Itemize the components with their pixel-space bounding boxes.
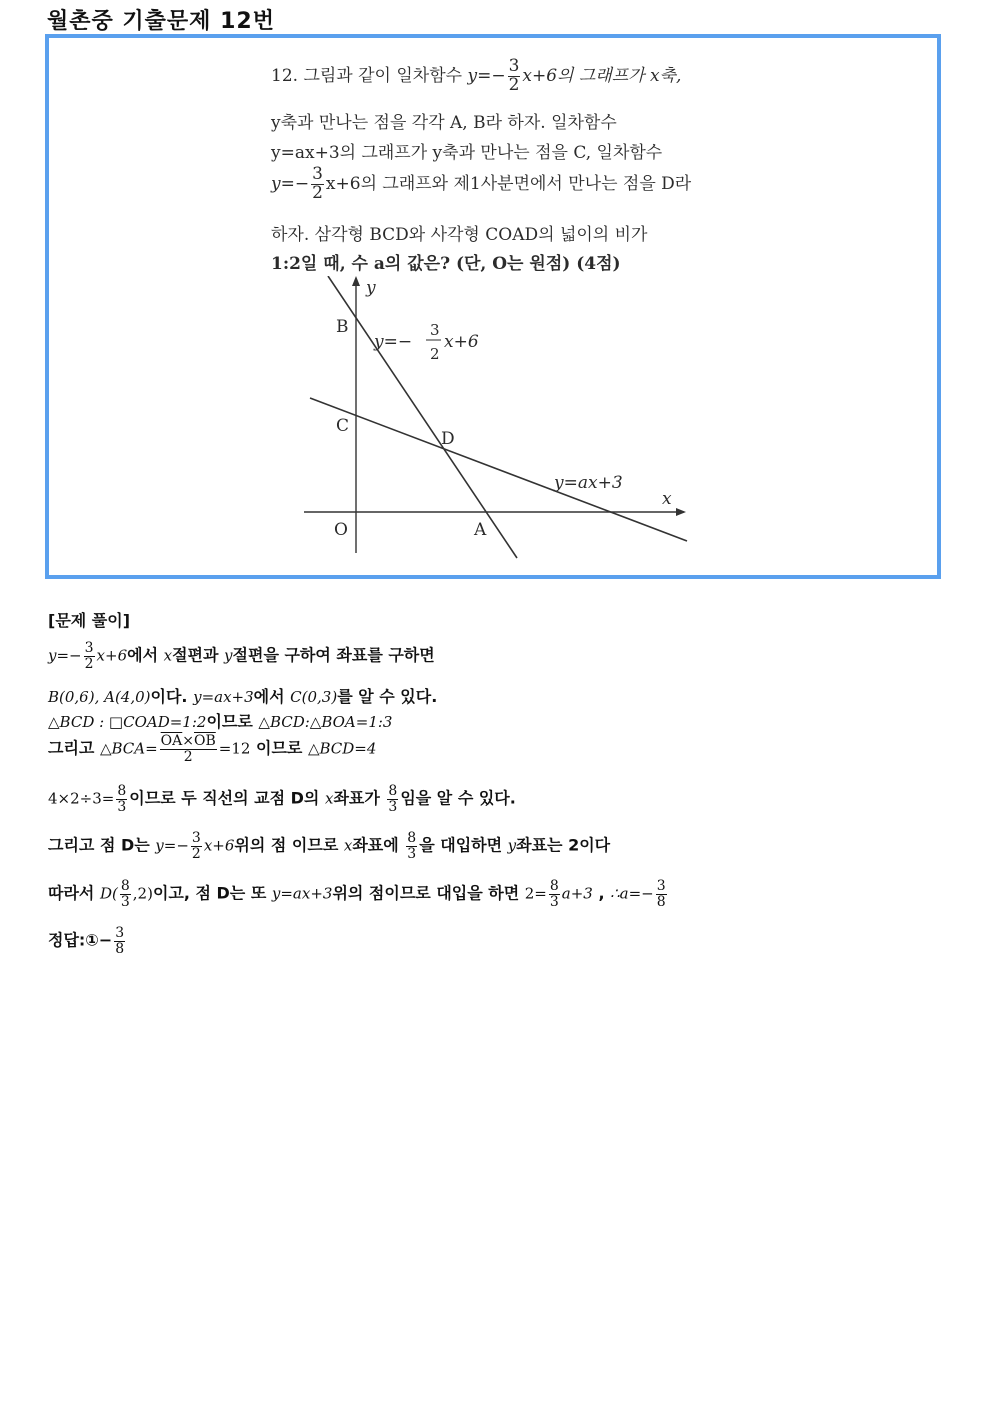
solution-line-5: 4×2÷3= $\frac{8}{3}$ 이므로 두 직선의 교점 D의 x좌표가 $\frac{8}{3}$ 임을 알 수 있다. <box>48 783 516 815</box>
fraction: $\frac{3}{8}$ <box>656 878 666 910</box>
fraction: $\frac{3}{2}$ <box>191 830 201 862</box>
line-cd <box>310 398 687 541</box>
x-axis-arrow <box>676 508 686 516</box>
fraction: $\frac{8}{3}$ <box>117 783 127 815</box>
solution-line-7: 따라서 D( $\frac{8}{3}$ ,2)이고, 점 D는 또 y=ax+3위의 점이므로 대입을 하면 2= $\frac{8}{3}$ a+3 , ∴a=− $\frac{3}{8}$ <box>48 878 666 910</box>
solution-line-4: 그리고 △BCA= $\frac{\overline{OA}\times\overline{OB}}{2}$ =12 이므로 △BCD=4 <box>48 733 377 765</box>
line1-eq-right: x+6 <box>444 332 479 352</box>
fraction: $\frac{8}{3}$ <box>120 878 130 910</box>
solution-line-6: 그리고 점 D는 y=− $\frac{3}{2}$ x+6위의 점 이므로 x좌표에 $\frac{8}{3}$ 을 대입하면 y좌표는 2이다 <box>48 830 611 862</box>
y-axis-arrow <box>352 276 360 286</box>
point-b-label: B <box>336 317 349 337</box>
line2-eq: y=ax+3 <box>554 473 623 493</box>
x-axis-label: x <box>662 489 672 509</box>
fraction: $\frac{3}{2}$ <box>84 640 94 672</box>
solution-line-2: B(0,6), A(4,0)이다. y=ax+3에서 C(0,3)를 알 수 있다. <box>48 687 438 706</box>
fraction: $\frac{3}{2}$ <box>312 164 323 203</box>
page-title: 월촌중 기출문제 12번 <box>47 9 275 34</box>
y-axis-label: y <box>366 278 376 298</box>
point-o-label: O <box>334 520 348 540</box>
problem-line-4: y=− $\frac{3}{2}$ x+6의 그래프와 제1사분면에서 만나는 점을 D라 <box>271 164 692 203</box>
point-c-label: C <box>336 416 350 436</box>
point-a-label: A <box>474 520 487 540</box>
solution-heading: [문제 풀이] <box>48 611 131 630</box>
line1-eq-left: y=− <box>374 332 413 352</box>
coordinate-graph <box>304 276 744 566</box>
answer-line: 정답:①− $\frac{3}{8}$ <box>48 925 125 957</box>
problem-line-5: 하자. 삼각형 BCD와 사각형 COAD의 넓이의 비가 <box>271 225 648 245</box>
line1-eq-den: 2 <box>430 345 440 363</box>
problem-line-3: y=ax+3의 그래프가 y축과 만나는 점을 C, 일차함수 <box>271 143 663 163</box>
solution-line-3: △BCD : □COAD=1:2이므로 △BCD:△BOA=1:3 <box>48 712 393 731</box>
problem-number: 12. <box>271 65 299 86</box>
problem-line-2: y축과 만나는 점을 각각 A, B라 하자. 일차함수 <box>271 113 617 133</box>
fraction: $\frac{\overline{OA}\times\overline{OB}}{2}$ <box>160 733 216 765</box>
fraction: $\frac{8}{3}$ <box>549 878 559 910</box>
problem-line-1: 12. 그림과 같이 일차함수 y=− $\frac{3}{2}$ x+6의 그래프가 x축, <box>271 56 682 95</box>
fraction: $\frac{8}{3}$ <box>388 783 398 815</box>
line1-eq-num: 3 <box>430 321 440 339</box>
problem-line-6: 1:2일 때, 수 a의 값은? (단, O는 원점) (4점) <box>271 254 621 274</box>
fraction: $\frac{3}{2}$ <box>508 56 520 95</box>
point-d-label: D <box>441 429 455 449</box>
fraction: $\frac{3}{8}$ <box>115 925 125 957</box>
fraction: $\frac{8}{3}$ <box>407 830 417 862</box>
problem-box <box>45 34 941 579</box>
solution-line-1: y=− $\frac{3}{2}$ x+6에서 x절편과 y절편을 구하여 좌표를 구하면 <box>48 640 435 672</box>
